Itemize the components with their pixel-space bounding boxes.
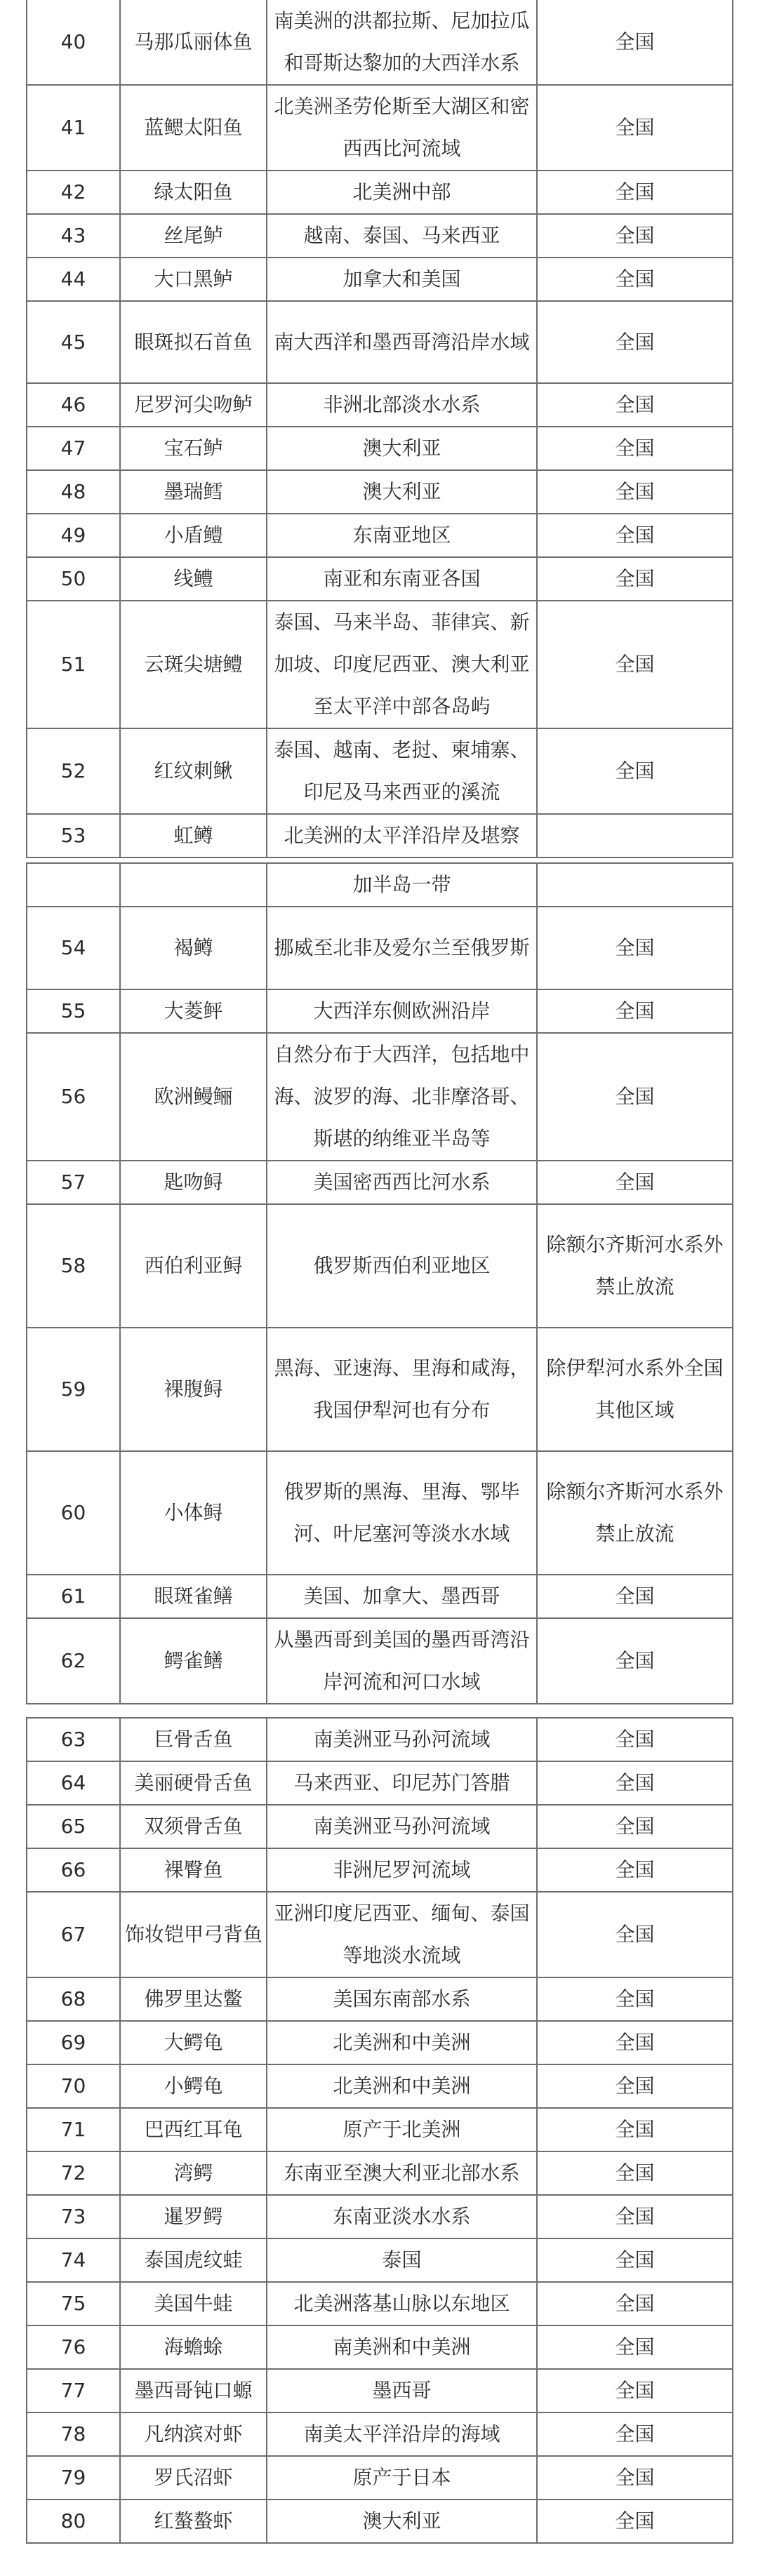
release-scope-cell: 全国 <box>537 1618 733 1704</box>
species-number-cell: 66 <box>27 1848 120 1892</box>
table-row <box>27 1161 733 1204</box>
release-scope-cell: 除额尔齐斯河水系外禁止放流 <box>537 1204 733 1328</box>
species-number-cell: 69 <box>27 2021 120 2064</box>
table-row <box>27 2021 733 2064</box>
table-row <box>27 1848 733 1892</box>
species-table-part-3 <box>26 1717 733 2544</box>
species-number-cell: 46 <box>27 383 120 427</box>
table-row <box>27 1618 733 1704</box>
species-number-cell: 63 <box>27 1718 120 1761</box>
table-row <box>27 258 733 301</box>
table-row <box>27 1204 733 1328</box>
species-name-cell: 丝尾鲈 <box>120 214 267 258</box>
species-name-cell: 美丽硬骨舌鱼 <box>120 1761 267 1805</box>
native-range-cell: 俄罗斯西伯利亚地区 <box>267 1204 537 1328</box>
release-scope-cell: 全国 <box>537 470 733 514</box>
native-range-cell: 从墨西哥到美国的墨西哥湾沿岸河流和河口水域 <box>267 1618 537 1704</box>
species-name-cell: 小鳄龟 <box>120 2064 267 2108</box>
release-scope-cell: 全国 <box>537 2369 733 2413</box>
species-name-cell: 墨瑞鳕 <box>120 470 267 514</box>
table-row <box>27 2456 733 2500</box>
release-scope-cell: 全国 <box>537 2195 733 2238</box>
native-range-cell: 非洲尼罗河流域 <box>267 1848 537 1892</box>
species-number-cell: 42 <box>27 171 120 214</box>
native-range-cell: 北美洲圣劳伦斯至大湖区和密西西比河流域 <box>267 85 537 171</box>
release-scope-cell: 全国 <box>537 214 733 258</box>
release-scope-cell: 全国 <box>537 1033 733 1161</box>
release-scope-cell: 全国 <box>537 2064 733 2108</box>
native-range-cell: 南大西洋和墨西哥湾沿岸水域 <box>267 301 537 383</box>
release-scope-cell: 全国 <box>537 2456 733 2500</box>
table-row <box>27 85 733 171</box>
species-name-cell: 西伯利亚鲟 <box>120 1204 267 1328</box>
species-number-cell <box>27 863 120 907</box>
species-name-cell: 裸腹鲟 <box>120 1328 267 1451</box>
native-range-cell: 澳大利亚 <box>267 470 537 514</box>
native-range-cell: 马来西亚、印尼苏门答腊 <box>267 1761 537 1805</box>
native-range-cell: 南美洲亚马孙河流域 <box>267 1718 537 1761</box>
species-name-cell: 绿太阳鱼 <box>120 171 267 214</box>
species-number-cell: 80 <box>27 2500 120 2543</box>
species-number-cell: 76 <box>27 2325 120 2369</box>
native-range-cell: 东南亚淡水水系 <box>267 2195 537 2238</box>
release-scope-cell: 全国 <box>537 2238 733 2282</box>
species-name-cell: 罗氏沼虾 <box>120 2456 267 2500</box>
table-row <box>27 2325 733 2369</box>
species-number-cell: 51 <box>27 601 120 728</box>
species-name-cell: 裸臀鱼 <box>120 1848 267 1892</box>
species-number-cell: 43 <box>27 214 120 258</box>
species-number-cell: 52 <box>27 728 120 814</box>
species-name-cell: 巴西红耳龟 <box>120 2108 267 2151</box>
native-range-cell: 东南亚地区 <box>267 514 537 557</box>
release-scope-cell: 除额尔齐斯河水系外禁止放流 <box>537 1451 733 1575</box>
table-row <box>27 2369 733 2413</box>
species-number-cell: 60 <box>27 1451 120 1575</box>
table-row <box>27 301 733 383</box>
species-number-cell: 44 <box>27 258 120 301</box>
species-name-cell: 云斑尖塘鳢 <box>120 601 267 728</box>
species-name-cell: 饰妆铠甲弓背鱼 <box>120 1892 267 1977</box>
species-table-part-1 <box>26 0 733 858</box>
release-scope-cell <box>537 863 733 907</box>
species-number-cell: 41 <box>27 85 120 171</box>
species-name-cell: 美国牛蛙 <box>120 2282 267 2325</box>
species-number-cell: 78 <box>27 2413 120 2456</box>
table-row <box>27 470 733 514</box>
native-range-cell: 南美太平洋沿岸的海域 <box>267 2413 537 2456</box>
table-row <box>27 1718 733 1761</box>
species-number-cell: 72 <box>27 2151 120 2195</box>
species-name-cell: 墨西哥钝口螈 <box>120 2369 267 2413</box>
table-row <box>27 2064 733 2108</box>
release-scope-cell: 全国 <box>537 1892 733 1977</box>
release-scope-cell: 全国 <box>537 514 733 557</box>
release-scope-cell <box>537 814 733 857</box>
species-number-cell: 53 <box>27 814 120 857</box>
native-range-cell: 亚洲印度尼西亚、缅甸、泰国等地淡水流域 <box>267 1892 537 1977</box>
species-name-cell: 眼斑雀鳝 <box>120 1575 267 1618</box>
native-range-cell: 美国密西西比河水系 <box>267 1161 537 1204</box>
species-name-cell: 线鳢 <box>120 557 267 601</box>
species-name-cell: 小体鲟 <box>120 1451 267 1575</box>
species-name-cell: 尼罗河尖吻鲈 <box>120 383 267 427</box>
table-row <box>27 2195 733 2238</box>
table-row <box>27 514 733 557</box>
release-scope-cell: 全国 <box>537 2500 733 2543</box>
native-range-cell: 北美洲和中美洲 <box>267 2064 537 2108</box>
species-name-cell: 蓝鳃太阳鱼 <box>120 85 267 171</box>
release-scope-cell: 全国 <box>537 2021 733 2064</box>
species-name-cell: 泰国虎纹蛙 <box>120 2238 267 2282</box>
species-number-cell: 74 <box>27 2238 120 2282</box>
table-row <box>27 728 733 814</box>
species-number-cell: 58 <box>27 1204 120 1328</box>
native-range-cell: 北美洲中部 <box>267 171 537 214</box>
native-range-cell: 北美洲的太平洋沿岸及堪察 <box>267 814 537 857</box>
species-number-cell: 77 <box>27 2369 120 2413</box>
species-number-cell: 79 <box>27 2456 120 2500</box>
species-name-cell: 佛罗里达鳖 <box>120 1977 267 2021</box>
release-scope-cell: 全国 <box>537 557 733 601</box>
species-name-cell: 大菱鲆 <box>120 989 267 1033</box>
native-range-cell: 美国东南部水系 <box>267 1977 537 2021</box>
release-scope-cell: 全国 <box>537 427 733 470</box>
species-number-cell: 47 <box>27 427 120 470</box>
species-name-cell: 匙吻鲟 <box>120 1161 267 1204</box>
species-name-cell: 鳄雀鳝 <box>120 1618 267 1704</box>
table-row <box>27 2238 733 2282</box>
table-row <box>27 1761 733 1805</box>
table-row <box>27 1328 733 1451</box>
table-row <box>27 557 733 601</box>
native-range-cell: 非洲北部淡水水系 <box>267 383 537 427</box>
native-range-cell: 南美洲亚马孙河流域 <box>267 1805 537 1848</box>
species-number-cell: 65 <box>27 1805 120 1848</box>
species-name-cell: 眼斑拟石首鱼 <box>120 301 267 383</box>
species-table-part-2 <box>26 862 733 1704</box>
species-name-cell: 宝石鲈 <box>120 427 267 470</box>
table-row <box>27 814 733 857</box>
species-number-cell: 45 <box>27 301 120 383</box>
table-row <box>27 2500 733 2543</box>
native-range-cell: 南亚和东南亚各国 <box>267 557 537 601</box>
release-scope-cell: 全国 <box>537 383 733 427</box>
species-name-cell: 小盾鳢 <box>120 514 267 557</box>
species-name-cell: 马那瓜丽体鱼 <box>120 0 267 85</box>
table-row <box>27 907 733 989</box>
release-scope-cell: 全国 <box>537 1761 733 1805</box>
species-name-cell: 虹鳟 <box>120 814 267 857</box>
table-row <box>27 383 733 427</box>
species-number-cell: 55 <box>27 989 120 1033</box>
species-number-cell: 67 <box>27 1892 120 1977</box>
species-name-cell: 大口黑鲈 <box>120 258 267 301</box>
native-range-cell: 美国、加拿大、墨西哥 <box>267 1575 537 1618</box>
species-number-cell: 49 <box>27 514 120 557</box>
species-name-cell: 欧洲鳗鲡 <box>120 1033 267 1161</box>
species-number-cell: 68 <box>27 1977 120 2021</box>
table-row <box>27 601 733 728</box>
species-name-cell: 湾鳄 <box>120 2151 267 2195</box>
species-name-cell: 巨骨舌鱼 <box>120 1718 267 1761</box>
native-range-cell: 加半岛一带 <box>267 863 537 907</box>
release-scope-cell: 全国 <box>537 171 733 214</box>
native-range-cell: 加拿大和美国 <box>267 258 537 301</box>
species-number-cell: 54 <box>27 907 120 989</box>
species-name-cell <box>120 863 267 907</box>
table-row <box>27 427 733 470</box>
species-number-cell: 73 <box>27 2195 120 2238</box>
species-number-cell: 64 <box>27 1761 120 1805</box>
native-range-cell: 俄罗斯的黑海、里海、鄂毕河、叶尼塞河等淡水水域 <box>267 1451 537 1575</box>
release-scope-cell: 除伊犁河水系外全国其他区域 <box>537 1328 733 1451</box>
release-scope-cell: 全国 <box>537 2108 733 2151</box>
native-range-cell: 越南、泰国、马来西亚 <box>267 214 537 258</box>
species-number-cell: 56 <box>27 1033 120 1161</box>
species-number-cell: 62 <box>27 1618 120 1704</box>
species-name-cell: 褐鳟 <box>120 907 267 989</box>
species-number-cell: 50 <box>27 557 120 601</box>
release-scope-cell: 全国 <box>537 1805 733 1848</box>
release-scope-cell: 全国 <box>537 989 733 1033</box>
release-scope-cell: 全国 <box>537 2151 733 2195</box>
native-range-cell: 北美洲和中美洲 <box>267 2021 537 2064</box>
species-name-cell: 暹罗鳄 <box>120 2195 267 2238</box>
native-range-cell: 泰国、越南、老挝、柬埔寨、印尼及马来西亚的溪流 <box>267 728 537 814</box>
species-number-cell: 71 <box>27 2108 120 2151</box>
table-row <box>27 863 733 907</box>
species-name-cell: 大鳄龟 <box>120 2021 267 2064</box>
table-row <box>27 989 733 1033</box>
native-range-cell: 原产于北美洲 <box>267 2108 537 2151</box>
species-number-cell: 61 <box>27 1575 120 1618</box>
table-row <box>27 2151 733 2195</box>
table-row <box>27 1575 733 1618</box>
species-name-cell: 红纹刺鳅 <box>120 728 267 814</box>
release-scope-cell: 全国 <box>537 2413 733 2456</box>
species-number-cell: 48 <box>27 470 120 514</box>
species-number-cell: 40 <box>27 0 120 85</box>
release-scope-cell: 全国 <box>537 1977 733 2021</box>
table-row <box>27 2108 733 2151</box>
release-scope-cell: 全国 <box>537 1575 733 1618</box>
species-name-cell: 凡纳滨对虾 <box>120 2413 267 2456</box>
release-scope-cell: 全国 <box>537 1848 733 1892</box>
species-name-cell: 红螯螯虾 <box>120 2500 267 2543</box>
release-scope-cell: 全国 <box>537 601 733 728</box>
release-scope-cell: 全国 <box>537 1161 733 1204</box>
table-row <box>27 1805 733 1848</box>
native-range-cell: 大西洋东侧欧洲沿岸 <box>267 989 537 1033</box>
release-scope-cell: 全国 <box>537 2325 733 2369</box>
table-row <box>27 214 733 258</box>
native-range-cell: 北美洲落基山脉以东地区 <box>267 2282 537 2325</box>
native-range-cell: 泰国 <box>267 2238 537 2282</box>
native-range-cell: 原产于日本 <box>267 2456 537 2500</box>
table-row <box>27 0 733 85</box>
native-range-cell: 南美洲和中美洲 <box>267 2325 537 2369</box>
species-name-cell: 双须骨舌鱼 <box>120 1805 267 1848</box>
species-number-cell: 59 <box>27 1328 120 1451</box>
native-range-cell: 泰国、马来半岛、菲律宾、新加坡、印度尼西亚、澳大利亚至太平洋中部各岛屿 <box>267 601 537 728</box>
release-scope-cell: 全国 <box>537 301 733 383</box>
table-row <box>27 2413 733 2456</box>
release-scope-cell: 全国 <box>537 728 733 814</box>
table-row <box>27 1033 733 1161</box>
native-range-cell: 东南亚至澳大利亚北部水系 <box>267 2151 537 2195</box>
species-name-cell: 海蟾蜍 <box>120 2325 267 2369</box>
native-range-cell: 挪威至北非及爱尔兰至俄罗斯 <box>267 907 537 989</box>
native-range-cell: 南美洲的洪都拉斯、尼加拉瓜和哥斯达黎加的大西洋水系 <box>267 0 537 85</box>
table-row <box>27 1977 733 2021</box>
native-range-cell: 澳大利亚 <box>267 427 537 470</box>
species-number-cell: 70 <box>27 2064 120 2108</box>
release-scope-cell: 全国 <box>537 0 733 85</box>
table-row <box>27 1892 733 1977</box>
release-scope-cell: 全国 <box>537 1718 733 1761</box>
native-range-cell: 墨西哥 <box>267 2369 537 2413</box>
native-range-cell: 自然分布于大西洋，包括地中海、波罗的海、北非摩洛哥、斯堪的纳维亚半岛等 <box>267 1033 537 1161</box>
table-row <box>27 1451 733 1575</box>
native-range-cell: 黑海、亚速海、里海和咸海，我国伊犁河也有分布 <box>267 1328 537 1451</box>
species-number-cell: 75 <box>27 2282 120 2325</box>
table-row <box>27 2282 733 2325</box>
release-scope-cell: 全国 <box>537 258 733 301</box>
native-range-cell: 澳大利亚 <box>267 2500 537 2543</box>
species-number-cell: 57 <box>27 1161 120 1204</box>
release-scope-cell: 全国 <box>537 2282 733 2325</box>
table-row <box>27 171 733 214</box>
release-scope-cell: 全国 <box>537 907 733 989</box>
release-scope-cell: 全国 <box>537 85 733 171</box>
